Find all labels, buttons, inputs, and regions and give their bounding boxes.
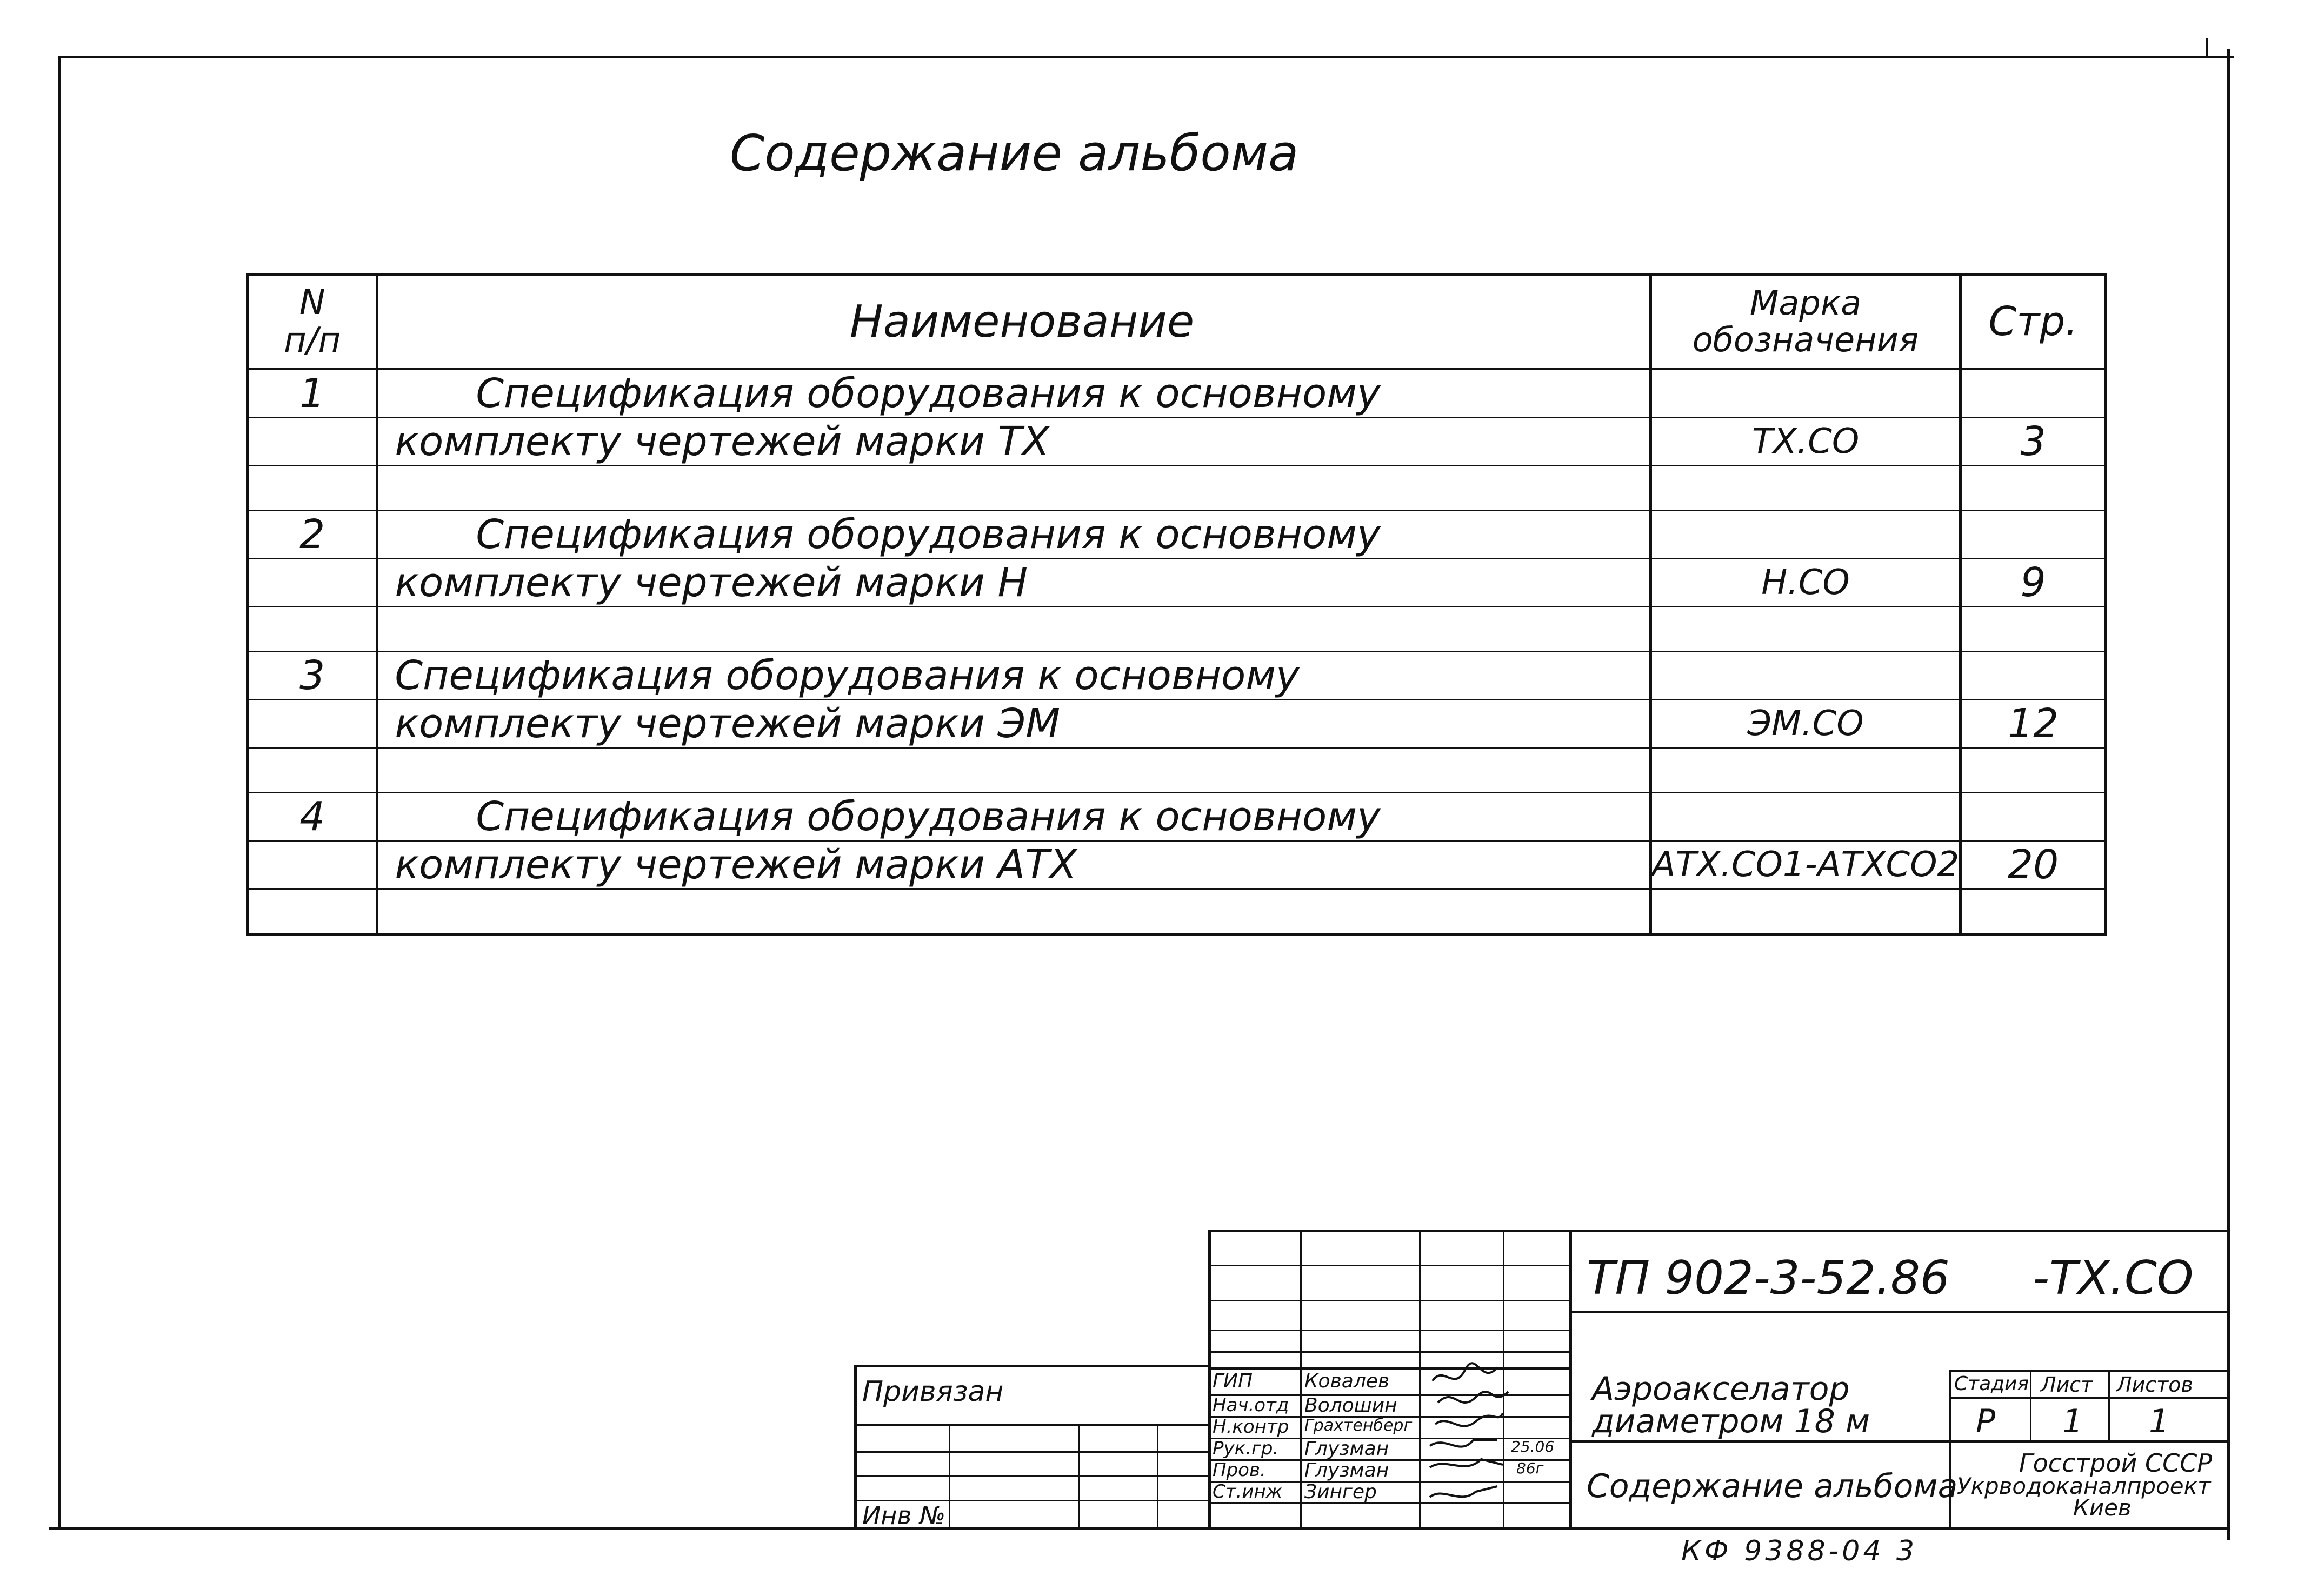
sheet-label: Лист	[2041, 1373, 2093, 1397]
header-name: Наименование	[377, 275, 1650, 369]
table-row	[248, 700, 2106, 748]
row-mark: ТХ.СО	[1650, 418, 1960, 466]
object-name-line2: диаметром 18 м	[1592, 1403, 1870, 1440]
table-row-spacer	[248, 607, 2106, 652]
role-label: Пров.	[1213, 1459, 1266, 1481]
role-name: Волошин	[1304, 1394, 1397, 1417]
row-mark: Н.СО	[1650, 559, 1960, 607]
table-row-spacer	[248, 889, 2106, 934]
role-name: Глузман	[1304, 1438, 1389, 1460]
table-row	[248, 418, 2106, 466]
sheets-label: Листов	[2116, 1373, 2193, 1397]
sheets-value: 1	[2149, 1403, 2170, 1440]
table-row-spacer	[248, 748, 2106, 793]
row-page: 3	[1961, 418, 2106, 466]
row-name-line1: Спецификация оборудования к основному	[476, 511, 1381, 558]
role-name: Глузман	[1304, 1459, 1389, 1481]
org-line2: Укрводоканалпроект	[1957, 1473, 2211, 1499]
table-row	[248, 511, 2106, 559]
table-row-spacer	[248, 466, 2106, 511]
table-header-row	[248, 275, 2106, 369]
stage-label: Стадия	[1954, 1373, 2029, 1395]
date-2: 86г	[1516, 1459, 1544, 1477]
row-num: 1	[248, 369, 377, 418]
row-page: 20	[1961, 841, 2106, 889]
object-name-line1: Аэроакселатор	[1592, 1370, 1850, 1408]
table-row	[248, 841, 2106, 889]
row-name-line1: Спецификация оборудования к основному	[476, 370, 1381, 417]
frame-left-border	[58, 56, 61, 1528]
table-row	[248, 793, 2106, 841]
header-page: Стр.	[1961, 275, 2106, 369]
row-mark: АТХ.СО1-АТХСО2	[1650, 841, 1960, 889]
document-code-suffix: -ТХ.СО	[2033, 1251, 2194, 1305]
role-label: Ст.инж	[1213, 1481, 1283, 1502]
role-name: Ковалев	[1304, 1370, 1390, 1392]
binding-block	[854, 1365, 1211, 1530]
table-row	[248, 652, 2106, 700]
role-name: Грахтенберг	[1304, 1416, 1413, 1435]
bound-label: Привязан	[862, 1375, 1004, 1408]
row-name-line2: комплекту чертежей марки ТХ	[377, 418, 1650, 466]
role-label: ГИП	[1213, 1370, 1253, 1392]
row-page: 9	[1961, 559, 2106, 607]
footer-note: КФ 9388-04 3	[1681, 1535, 1918, 1567]
row-mark: ЭМ.СО	[1650, 700, 1960, 748]
title-block	[1208, 1230, 2230, 1532]
row-name-line1: Спецификация оборудования к основному	[377, 652, 1650, 700]
role-label: Нач.отд	[1213, 1394, 1289, 1416]
row-name-line2: комплекту чертежей марки АТХ	[377, 841, 1650, 889]
document-code: ТП 902-3-52.86	[1587, 1251, 1950, 1305]
page-title: Содержание альбома	[730, 124, 1299, 182]
row-page: 12	[1961, 700, 2106, 748]
org-line3: Киев	[2073, 1494, 2132, 1521]
org-line1: Госстрой СССР	[2019, 1448, 2213, 1478]
stamp-top-line	[1208, 1230, 2230, 1232]
row-num: 3	[248, 652, 377, 700]
row-name-line1: Спецификация оборудования к основному	[476, 793, 1381, 840]
row-num: 4	[248, 793, 377, 841]
role-name: Зингер	[1304, 1481, 1377, 1503]
row-name-line2: комплекту чертежей марки Н	[377, 559, 1650, 607]
table-row	[248, 559, 2106, 607]
row-num: 2	[248, 511, 377, 559]
header-num: N п/п	[248, 275, 377, 369]
row-name-line2: комплекту чертежей марки ЭМ	[377, 700, 1650, 748]
contents-table	[246, 273, 2107, 936]
sheet-value: 1	[2062, 1403, 2083, 1440]
frame-top-border	[58, 56, 2234, 58]
frame-corner-tick	[2206, 38, 2208, 58]
role-label: Н.контр	[1213, 1416, 1289, 1438]
sheet-name: Содержание альбома	[1587, 1467, 1958, 1505]
table-row	[248, 369, 2106, 418]
inventory-label: Инв №	[862, 1501, 946, 1530]
role-label: Рук.гр.	[1213, 1438, 1279, 1459]
stage-value: Р	[1976, 1403, 1996, 1440]
header-mark: Марка обозначения	[1650, 275, 1960, 369]
date-1: 25.06	[1511, 1438, 1555, 1455]
